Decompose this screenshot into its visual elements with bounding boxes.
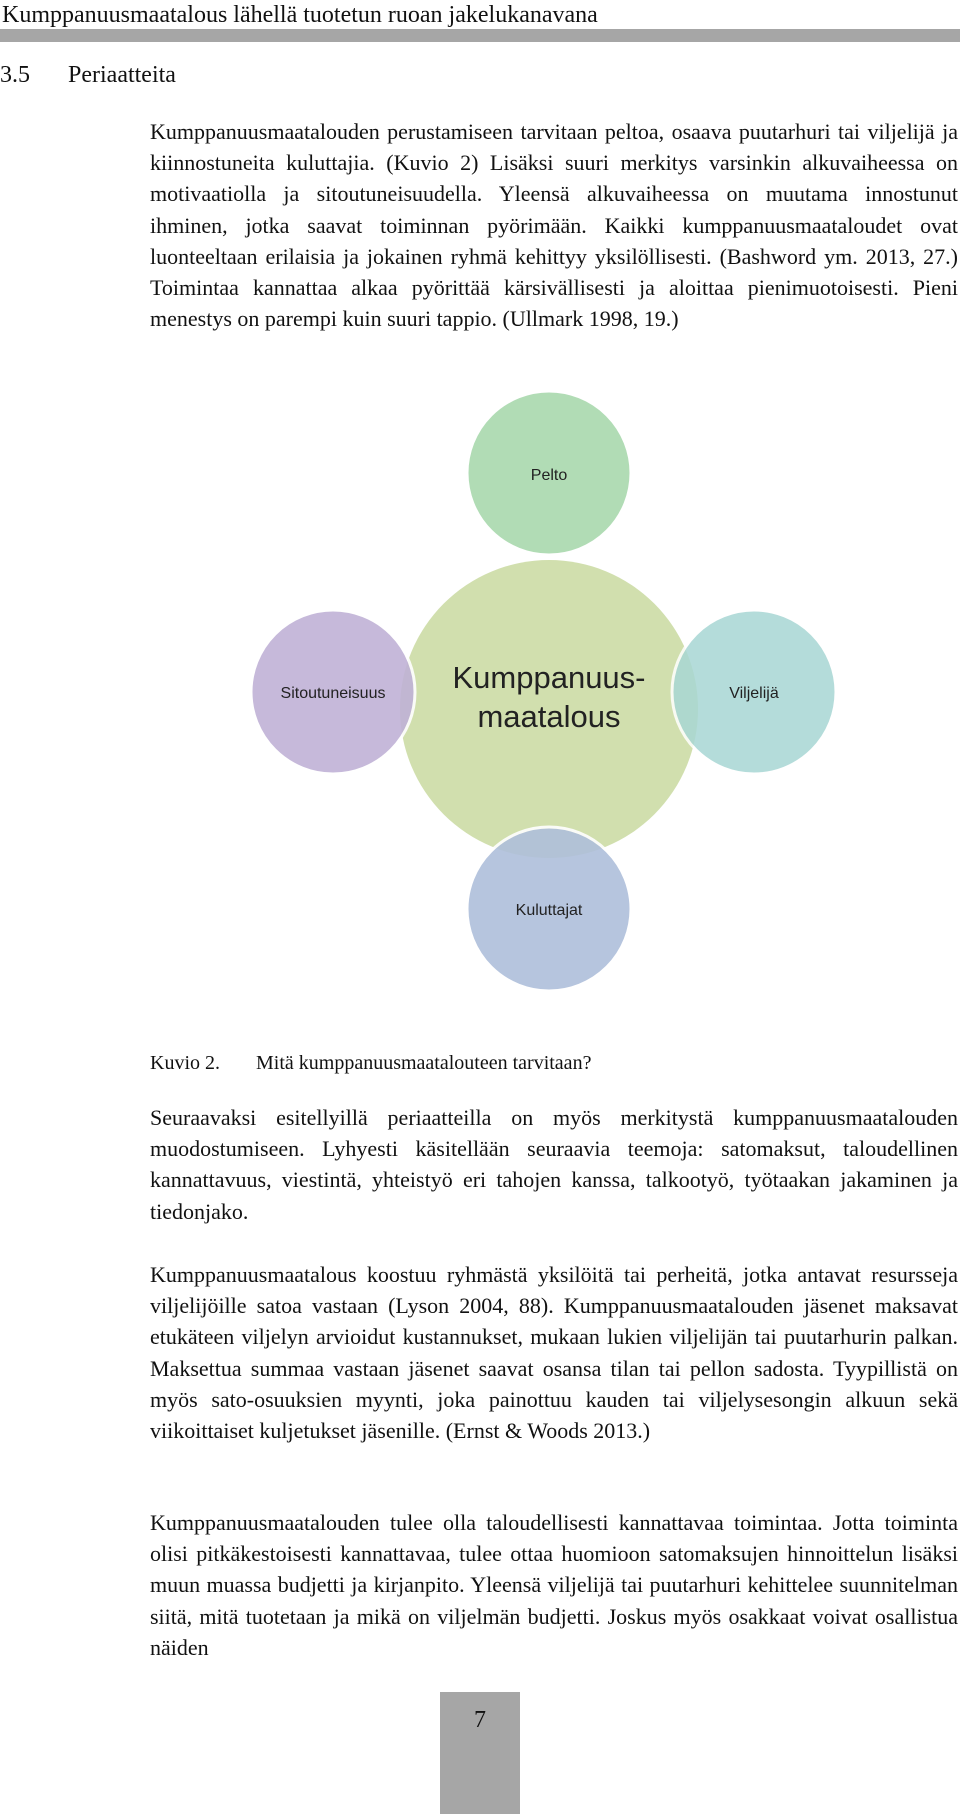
section-number: 3.5 [0, 62, 30, 88]
running-header: Kumppanuusmaatalous lähellä tuotetun ruoan jakelukanavana [2, 2, 598, 28]
section-title: Periaatteita [68, 62, 176, 88]
figure-diagram [200, 388, 779, 998]
caption-label: Kuvio 2. [150, 1052, 220, 1074]
paragraph-1: Kumppanuusmaatalouden perustamiseen tarvitaan peltoa, osaava puutarhuri tai viljelijä ja kiinnostuneita kuluttajia. (Kuvio 2) Lisäksi suuri merkitys varsinkin alkuvaiheessa on motivaatiolla ja sitoutuneisuudella. Yleensä alkuvaiheessa on muutama innostunut ihminen, jotka saavat toiminnan pyörimään. Kaikki kumppanuusmaataloudet ovat luonteeltaan erilaisia ja jokainen ryhmä kehittyy yksilöllisesti. (Bashword ym. 2013, 27.) Toimintaa kannattaa alkaa pyörittää kärsivällisesti ja aloittaa pienimuotoisesti. Pieni menestys on parempi kuin suuri tappio. (Ullmark 1998, 19.) [150, 119, 958, 332]
bottom-label: Kuluttajat [515, 902, 583, 919]
page-number [440, 1692, 520, 1814]
paragraph-2: Seuraavaksi esitellyillä periaatteilla on myös merkitystä kumppanuusmaatalouden muodostumiseen. Lyhyesti käsitellään seuraavia teemoja: satomaksut, taloudellinen kannattavuus, viestintä, yhteistyö eri tahojen kanssa, talkootyö, työtaakan jakaminen ja tiedonjako. [150, 1105, 958, 1224]
figure-caption [150, 1050, 591, 1076]
paragraph-3: Kumppanuusmaatalous koostuu ryhmästä yksilöitä tai perheitä, jotka antavat resursseja viljelijöille satoa vastaan (Lyson 2004, 88). Kumppanuusmaatalouden jäsenet maksavat etukäteen viljelyn arvioidut kustannukset, mukaan lukien viljelijän tai puutarhurin palkan. Maksettua summaa vastaan jäsenet saavat osansa tilan tai pellon sadosta. Tyypillistä on myös sato-osuuksien myynti, joka painottuu kauden tai viljelysesongin alkuun sekä viikoittaiset kuljetukset jäsenille. (Ernst & Woods 2013.) [150, 1262, 958, 1444]
diagram-svg [200, 388, 779, 998]
right-label: Viljelijä [729, 685, 779, 702]
header-rule [0, 29, 960, 42]
paragraph-4: Kumppanuusmaatalouden tulee olla taloudellisesti kannattavaa toimintaa. Jotta toiminta olisi pitkäkestoisesti kannattavaa, tulee ottaa huomioon satomaksujen hinnoittelun lisäksi muun muassa budjetti ja kirjanpito. Yleensä viljelijä tai puutarhuri kehittelee suunnitelman siitä, mitä tuotetaan ja mikä on viljelmän budjetti. Joskus myös osakkaat voivat osallistua näiden [150, 1510, 958, 1660]
caption-text: Mitä kumppanuusmaatalouteen tarvitaan? [256, 1052, 592, 1074]
center-label-line1: Kumppanuus- [452, 660, 646, 695]
top-label: Pelto [530, 467, 568, 484]
section-heading [0, 60, 176, 90]
center-label-line2: maatalous [477, 699, 621, 734]
page-number-text: 7 [474, 1707, 486, 1733]
left-label: Sitoutuneisuus [280, 685, 386, 702]
